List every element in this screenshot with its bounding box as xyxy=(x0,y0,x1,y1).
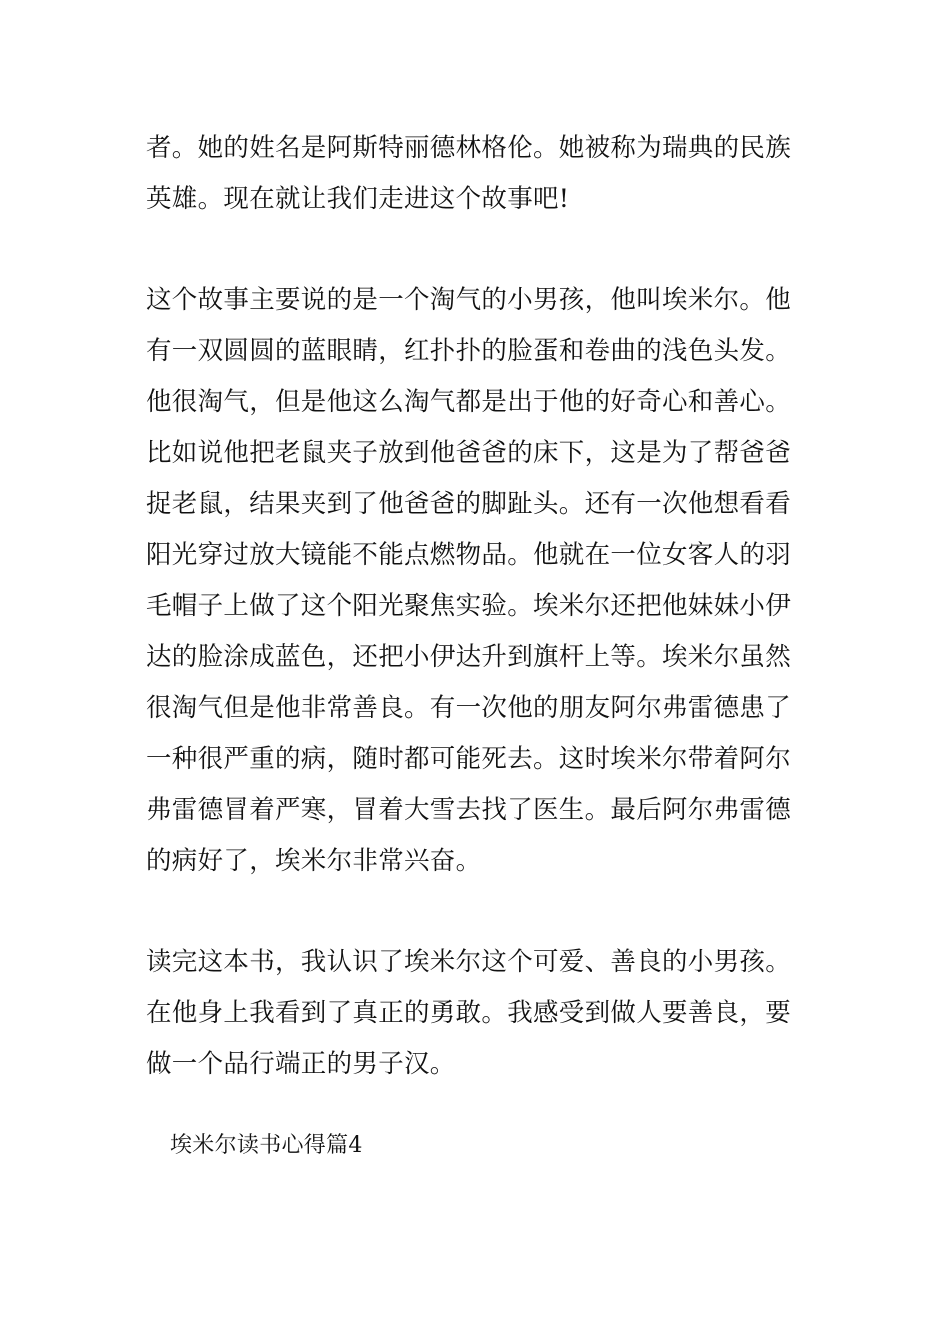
paragraph-2-line-8: 达的脸涂成蓝色，还把小伊达升到旗杆上等。埃米尔虽然 xyxy=(146,642,792,672)
paragraph-2-line-2: 有一双圆圆的蓝眼睛，红扑扑的脸蛋和卷曲的浅色头发。 xyxy=(146,336,792,366)
paragraph-1-line-2: 英雄。现在就让我们走进这个故事吧! xyxy=(146,184,570,214)
paragraph-2-line-1: 这个故事主要说的是一个淘气的小男孩，他叫埃米尔。他 xyxy=(146,285,792,315)
paragraph-2-line-5: 捉老鼠，结果夹到了他爸爸的脚趾头。还有一次他想看看 xyxy=(146,489,792,519)
paragraph-2-line-9: 很淘气但是他非常善良。有一次他的朋友阿尔弗雷德患了 xyxy=(146,693,792,723)
paragraph-3-line-3: 做一个品行端正的男子汉。 xyxy=(146,1049,456,1079)
paragraph-2-line-3: 他很淘气，但是他这么淘气都是出于他的好奇心和善心。 xyxy=(146,387,792,417)
paragraph-3-line-1: 读完这本书，我认识了埃米尔这个可爱、善良的小男孩。 xyxy=(146,947,792,977)
paragraph-2-line-7: 毛帽子上做了这个阳光聚焦实验。埃米尔还把他妹妹小伊 xyxy=(146,591,792,621)
paragraph-2-line-11: 弗雷德冒着严寒，冒着大雪去找了医生。最后阿尔弗雷德 xyxy=(146,795,792,825)
section-heading: 埃米尔读书心得篇4 xyxy=(170,1133,363,1158)
paragraph-2-line-12: 的病好了，埃米尔非常兴奋。 xyxy=(146,846,482,876)
paragraph-1-line-1: 者。她的姓名是阿斯特丽德林格伦。她被称为瑞典的民族 xyxy=(146,133,792,163)
paragraph-2-line-4: 比如说他把老鼠夹子放到他爸爸的床下，这是为了帮爸爸 xyxy=(146,438,792,468)
paragraph-3-line-2: 在他身上我看到了真正的勇敢。我感受到做人要善良，要 xyxy=(146,998,792,1028)
paragraph-2-line-6: 阳光穿过放大镜能不能点燃物品。他就在一位女客人的羽 xyxy=(146,540,792,570)
paragraph-2-line-10: 一种很严重的病，随时都可能死去。这时埃米尔带着阿尔 xyxy=(146,744,792,774)
